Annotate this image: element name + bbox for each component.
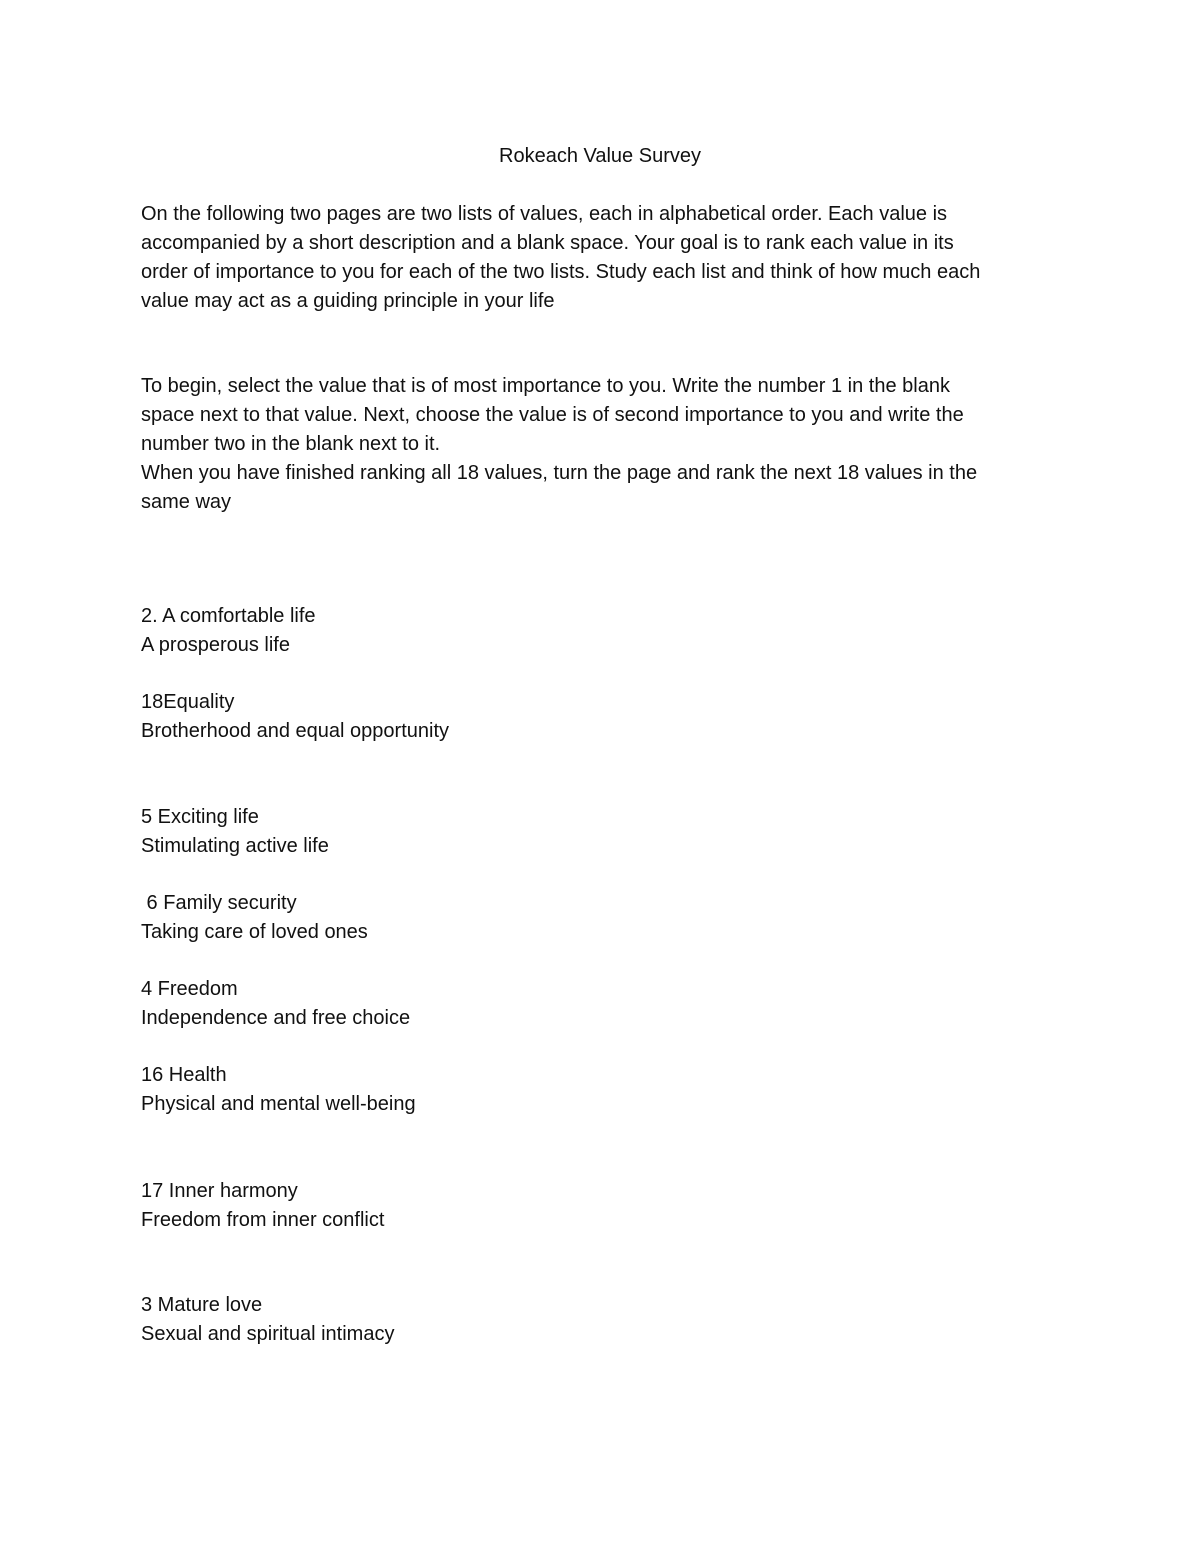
value-name: 5 Exciting life: [141, 806, 259, 828]
value-description: Brotherhood and equal opportunity: [141, 720, 450, 742]
instructions-line: same way: [141, 491, 232, 513]
value-name: 17 Inner harmony: [141, 1180, 298, 1202]
value-description: A prosperous life: [141, 634, 290, 656]
value-item-exciting-life: [141, 803, 741, 861]
value-description: Sexual and spiritual intimacy: [141, 1323, 395, 1345]
intro-line: order of importance to you for each of the two lists. Study each list and think of how much each: [141, 261, 981, 283]
value-name: 4 Freedom: [141, 978, 238, 1000]
value-item-comfortable-life: [141, 602, 741, 660]
value-item-health: [141, 1061, 741, 1119]
value-name: 2. A comfortable life: [141, 605, 316, 627]
value-description: Taking care of loved ones: [141, 921, 368, 943]
value-name: 6 Family security: [141, 892, 297, 914]
instructions-line: space next to that value. Next, choose the value is of second importance to you and write the: [141, 404, 964, 426]
intro-line: value may act as a guiding principle in your life: [141, 290, 555, 312]
value-description: Physical and mental well-being: [141, 1093, 416, 1115]
instructions-line: number two in the blank next to it.: [141, 433, 441, 455]
value-item-equality: [141, 688, 741, 746]
intro-line: On the following two pages are two lists of values, each in alphabetical order. Each value is: [141, 203, 948, 225]
intro-paragraph: [141, 200, 1071, 316]
value-name: 16 Health: [141, 1064, 227, 1086]
intro-line: accompanied by a short description and a blank space. Your goal is to rank each value in its: [141, 232, 954, 254]
value-name: 3 Mature love: [141, 1294, 263, 1316]
value-name: 18Equality: [141, 691, 235, 713]
instructions-paragraph: [141, 372, 1071, 517]
value-description: Stimulating active life: [141, 835, 329, 857]
value-item-mature-love: [141, 1291, 741, 1349]
instructions-line: To begin, select the value that is of most importance to you. Write the number 1 in the blank: [141, 375, 950, 397]
value-description: Freedom from inner conflict: [141, 1209, 385, 1231]
value-item-family-security: [141, 889, 741, 947]
instructions-line: When you have finished ranking all 18 values, turn the page and rank the next 18 values in the: [141, 462, 978, 484]
value-description: Independence and free choice: [141, 1007, 411, 1029]
page-title: Rokeach Value Survey: [499, 145, 701, 167]
value-item-inner-harmony: [141, 1177, 741, 1235]
value-item-freedom: [141, 975, 741, 1033]
